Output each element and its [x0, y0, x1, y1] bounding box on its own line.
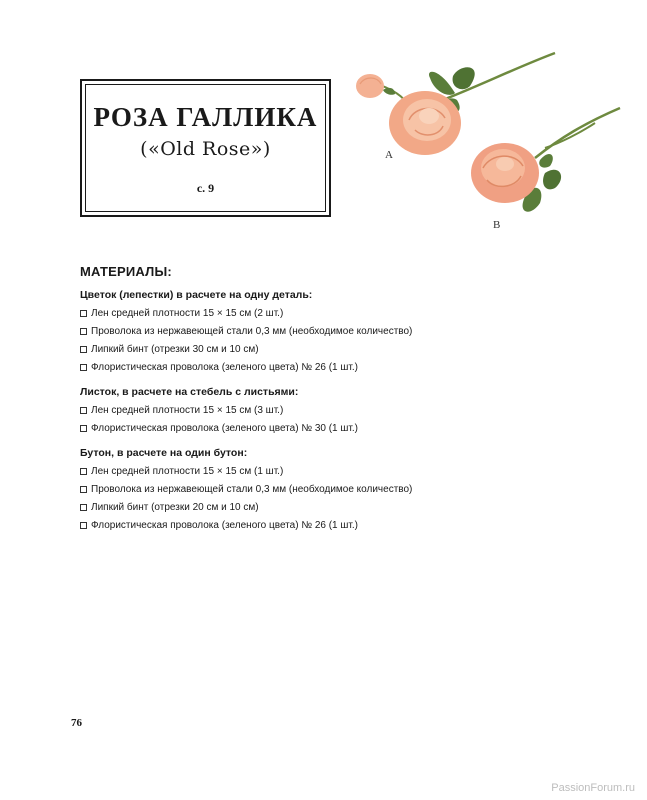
rose-label-a: A: [385, 149, 393, 161]
list-item: Флористическая проволока (зеленого цвета) № 26 (1 шт.): [80, 361, 580, 374]
list-item: Проволока из нержавеющей стали 0,3 мм (необходимое количество): [80, 325, 580, 338]
page-reference: с. 9: [196, 181, 215, 195]
leaf-a1: [429, 72, 455, 95]
section-title: Цветок (лепестки) в расчете на одну деталь:: [80, 289, 313, 301]
list-item: Липкий бинт (отрезки 30 см и 10 см): [80, 343, 580, 356]
square-bullet-icon: [80, 328, 87, 335]
square-bullet-icon: [80, 310, 87, 317]
section-title: Листок, в расчете на стебель с листьями:: [80, 386, 299, 398]
square-bullet-icon: [80, 346, 87, 353]
title-box: [80, 79, 331, 217]
square-bullet-icon: [80, 425, 87, 432]
page-number: 76: [71, 717, 82, 729]
section-bud: [80, 447, 580, 532]
leaf-b3: [539, 154, 553, 168]
page-title: РОЗА ГАЛЛИКА: [93, 102, 318, 132]
square-bullet-icon: [80, 486, 87, 493]
rose-photo: [345, 48, 625, 238]
list-item: Лен средней плотности 15 × 15 см (1 шт.): [80, 465, 580, 478]
section-title: Бутон, в расчете на один бутон:: [80, 447, 248, 459]
list-item: Флористическая проволока (зеленого цвета) № 30 (1 шт.): [80, 422, 580, 435]
list-item: Липкий бинт (отрезки 20 см и 10 см): [80, 501, 580, 514]
watermark: PassionForum.ru: [551, 782, 635, 794]
square-bullet-icon: [80, 407, 87, 414]
square-bullet-icon: [80, 522, 87, 529]
rose-illustration: [345, 48, 625, 238]
page-subtitle: («Old Rose»): [140, 138, 271, 160]
list-item: Флористическая проволока (зеленого цвета) № 26 (1 шт.): [80, 519, 580, 532]
section-leaf: [80, 386, 580, 435]
list-item: Лен средней плотности 15 × 15 см (3 шт.): [80, 404, 580, 417]
square-bullet-icon: [80, 468, 87, 475]
rose-label-b: B: [493, 219, 501, 231]
list-item: Проволока из нержавеющей стали 0,3 мм (необходимое количество): [80, 483, 580, 496]
section-flower: [80, 289, 580, 374]
leaf-a2: [453, 67, 475, 89]
square-bullet-icon: [80, 364, 87, 371]
leaf-b2: [543, 170, 561, 190]
square-bullet-icon: [80, 504, 87, 511]
list-item: Лен средней плотности 15 × 15 см (2 шт.): [80, 307, 580, 320]
materials-list: [80, 264, 580, 544]
materials-heading: МАТЕРИАЛЫ:: [80, 264, 172, 279]
